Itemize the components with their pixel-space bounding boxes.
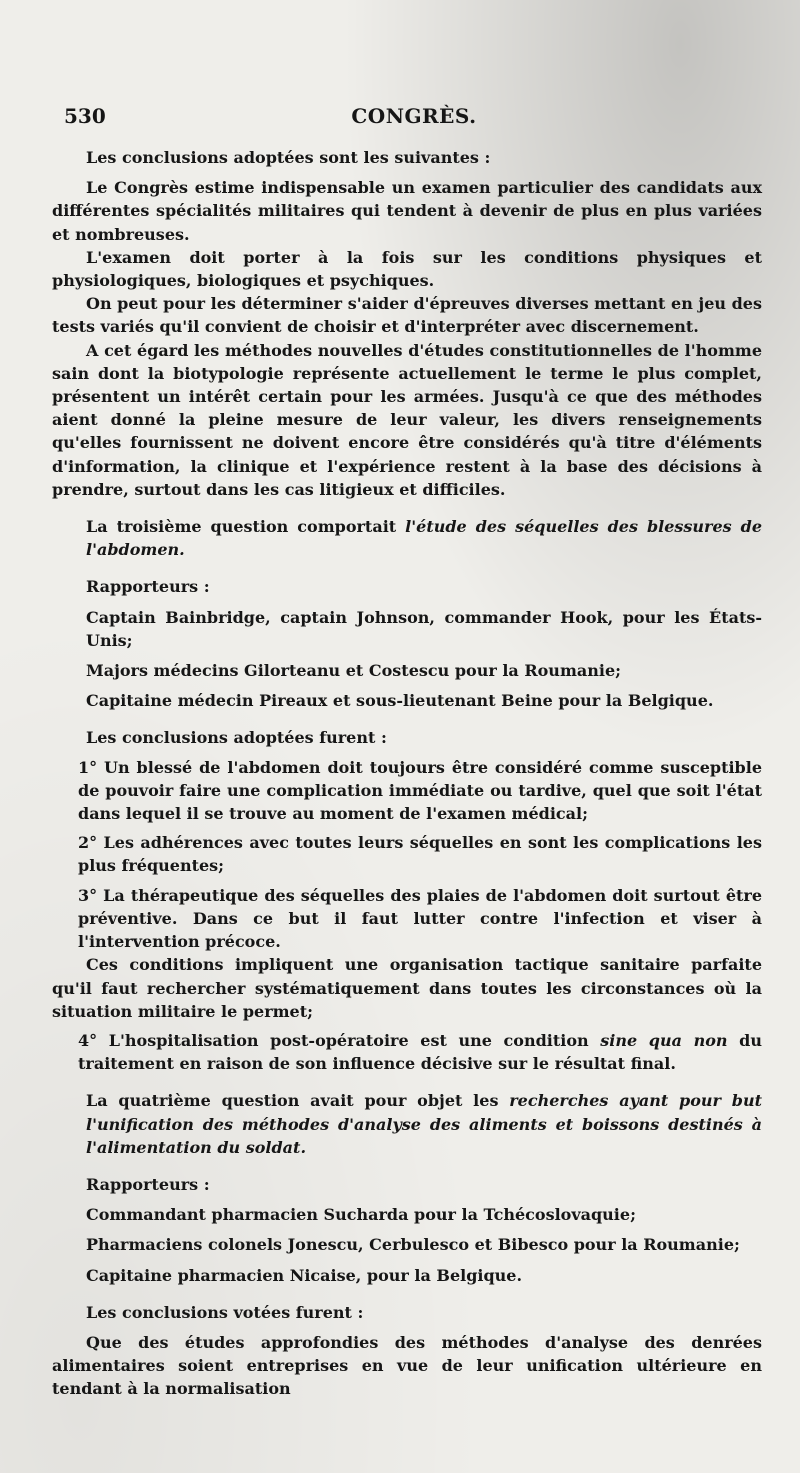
conclusion-4-end: du traitement en raison de son influence décisive sur le résultat final.	[78, 1030, 762, 1074]
conclusion-2: 2° Les adhérences avec toutes leurs séquelles en sont les complications les plus fréquentes;	[78, 833, 762, 876]
paragraph-biotypologie: A cet égard les méthodes nouvelles d'études constitutionnelles de l'homme sain dont la biotypologie représente actuellement le terme le plus complet, présentent un intérêt certain pour les armées. Jusqu'à ce que des méthodes aient donné la pleine mesure de leur valeur, les divers renseignements qu'elles fournissent ne doivent encore être considérés qu'à titre d'éléments d'information, la clinique et l'expérience restent à la base des décisions à prendre, surtout dans les cas litigieux et difficiles.	[52, 340, 762, 499]
paragraph-examen: L'examen doit porter à la fois sur les conditions physiques et physiologiques, biologiques et psychiques.	[52, 247, 762, 291]
page-number: 530	[64, 104, 106, 128]
question-three	[52, 515, 762, 561]
conclusions-intro-1: Les conclusions adoptées sont les suivantes :	[86, 148, 491, 167]
rapporteurs-roumanie-2: Pharmaciens colonels Jonescu, Cerbulesco et Bibesco pour la Roumanie;	[86, 1235, 740, 1255]
paragraph-tests: On peut pour les déterminer s'aider d'épreuves diverses mettant en jeu des tests variés qu'il convient de choisir et d'interpréter avec discernement.	[52, 294, 762, 337]
page-header	[64, 100, 764, 134]
question-four	[52, 1089, 762, 1159]
question-three-intro: La troisième question comportait	[86, 517, 397, 537]
rapporteurs-tchecoslovaquie: Commandant pharmacien Sucharda pour la Tchécoslovaquie;	[86, 1205, 636, 1225]
rapporteurs-belgique-2: Capitaine pharmacien Nicaise, pour la Belgique.	[86, 1265, 523, 1285]
running-title: CONGRÈS.	[351, 104, 477, 128]
conclusion-4-latin: sine qua non	[600, 1030, 728, 1050]
conclusions-intro-2: Les conclusions adoptées furent :	[86, 728, 387, 748]
conclusion-4-start: 4° L'hospitalisation post-opératoire est une condition	[78, 1030, 589, 1050]
question-three-subject: l'étude des séquelles des blessures de l'abdomen.	[86, 517, 763, 560]
conclusion-3-followup: Ces conditions impliquent une organisation tactique sanitaire parfaite qu'il faut rechercher systématiquement dans toutes les circonstances où la situation militaire le permet;	[52, 955, 762, 1021]
rapporteurs-label-1: Rapporteurs :	[86, 577, 210, 597]
rapporteurs-label-2: Rapporteurs :	[86, 1174, 210, 1194]
rapporteurs-usa: Captain Bainbridge, captain Johnson, commander Hook, pour les États-Unis;	[86, 607, 762, 650]
question-four-subject: recherches ayant pour but l'unification des méthodes d'analyse des aliments et boissons destinés à l'alimentation du soldat.	[86, 1091, 762, 1157]
conclusion-1: 1° Un blessé de l'abdomen doit toujours être considéré comme susceptible de pouvoir faire une complication immédiate ou tardive, quel que soit l'état dans lequel il se trouve au moment de l'examen médical;	[78, 757, 762, 824]
conclusions-intro-3: Les conclusions votées furent :	[86, 1302, 364, 1322]
conclusion-4	[52, 1029, 762, 1075]
paragraph-congres-estime: Le Congrès estime indispensable un examen particulier des candidats aux différentes spécialités militaires qui tendent à devenir de plus en plus variées et nombreuses.	[52, 178, 762, 244]
body-text	[52, 146, 762, 1401]
rapporteurs-roumanie: Majors médecins Gilorteanu et Costescu pour la Roumanie;	[86, 661, 622, 681]
conclusion-3: 3° La thérapeutique des séquelles des plaies de l'abdomen doit surtout être préventive. Dans ce but il faut lutter contre l'infection et viser à l'intervention précoce.	[78, 885, 762, 952]
final-conclusion: Que des études approfondies des méthodes d'analyse des denrées alimentaires soient entreprises en vue de leur unification ultérieure en tendant à la normalisation	[52, 1332, 762, 1399]
rapporteurs-belgique: Capitaine médecin Pireaux et sous-lieutenant Beine pour la Belgique.	[86, 691, 714, 711]
question-four-intro: La quatrième question avait pour objet les	[86, 1091, 499, 1111]
